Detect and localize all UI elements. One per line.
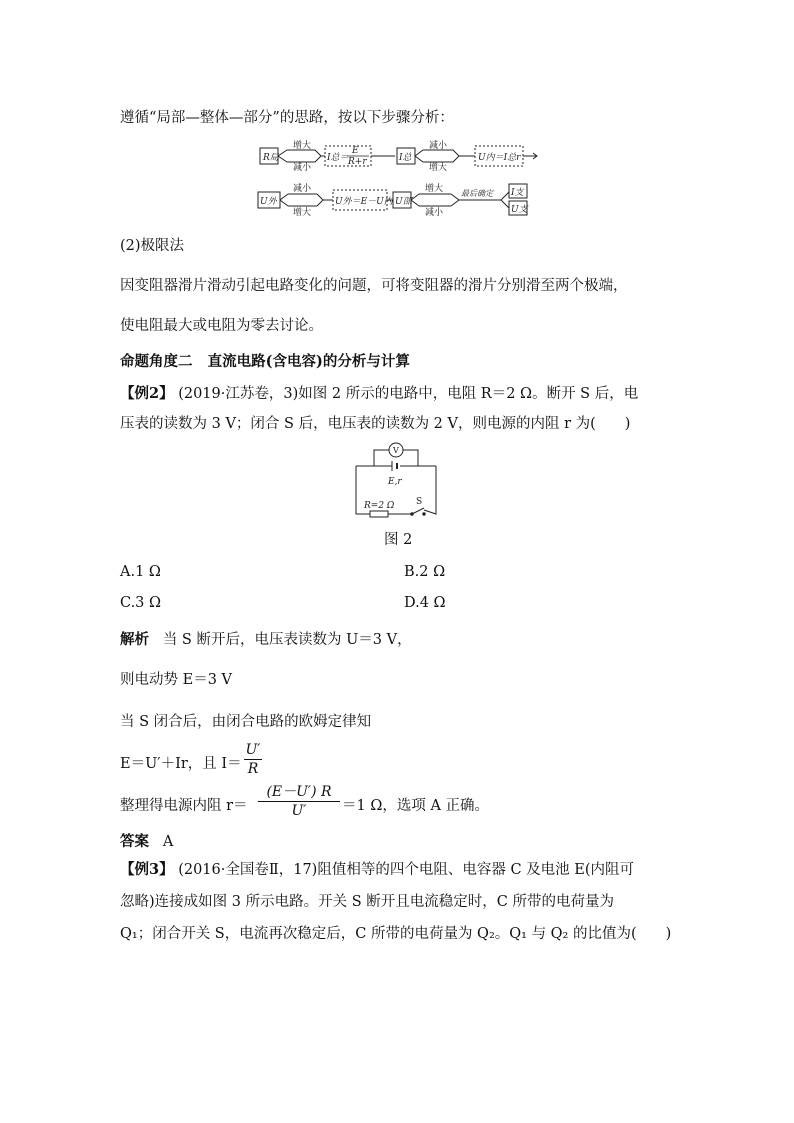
flow-u-inner: U内＝I总r: [478, 153, 521, 163]
voltmeter-label: V: [393, 446, 399, 455]
source-label: E,r: [388, 477, 402, 487]
answer-label: 答案: [120, 833, 149, 850]
resistor-icon: [370, 511, 388, 517]
solution-text-3: 当 S 闭合后，由闭合电路的欧姆定律知: [120, 714, 372, 730]
solution-4-fraction: [244, 742, 262, 777]
flow-u-part: U部: [395, 197, 412, 207]
example-3-line-1: [120, 860, 634, 880]
figure-caption: 图 2: [384, 532, 413, 548]
example-3-tag: 【例3】: [120, 861, 174, 878]
solution-4-denominator: R: [247, 761, 259, 777]
flow-r-local: R局: [263, 153, 279, 163]
topic-label: 命题角度二: [120, 353, 193, 370]
example-2-text-1: (2019·江苏卷，3)如图 2 所示的电路中，电阻 R＝2 Ω。断开 S 后，电: [178, 386, 639, 402]
flow-up-3: 增大: [293, 208, 312, 218]
limit-text-1: 因变阻器滑片滑动引起电路变化的问题，可将变阻器的滑片分别滑至两个极端，: [120, 278, 628, 294]
option-d: D.4 Ω: [404, 595, 446, 611]
flow-u-out: U外: [260, 197, 277, 207]
flow-down-4: 减小: [425, 208, 444, 218]
solution-line-1: [120, 630, 412, 650]
topic-heading: [120, 352, 410, 372]
limit-text-2: 使电阻最大或电阻为零去讨论。: [120, 318, 323, 334]
flow-up-4: 增大: [425, 184, 444, 194]
limit-heading: (2)极限法: [120, 238, 185, 254]
flow-up-2: 增大: [429, 163, 448, 173]
option-a: A.1 Ω: [120, 564, 161, 580]
intro-text: 遵循“局部—整体—部分”的思路，按以下步骤分析：: [120, 110, 454, 126]
solution-5-numerator: (E－U′) R: [266, 784, 332, 800]
option-c: C.3 Ω: [120, 595, 162, 611]
flow-i-part: I支: [511, 188, 524, 198]
flow-up-1: 增大: [293, 141, 312, 151]
flow-final: 最后确定: [461, 189, 493, 198]
solution-text-4-left: E＝U′＋Ir，且 I＝: [120, 756, 242, 772]
solution-text-5-left: 整理得电源内阻 r＝: [120, 798, 248, 814]
flow-i-total-small: I总: [399, 153, 412, 163]
switch-icon: [412, 508, 424, 514]
example-2-text-2: 压表的读数为 3 V；闭合 S 后，电压表的读数为 2 V，则电源的内阻 r 为( ): [120, 416, 631, 432]
flow-down-3: 减小: [293, 184, 312, 194]
solution-text-5-right: ＝1 Ω，选项 A 正确。: [342, 798, 490, 814]
flow-down-1: 减小: [293, 163, 312, 173]
solution-5-fraction: [258, 784, 340, 819]
resistor-label: R=2 Ω: [364, 501, 395, 511]
answer-line: [120, 832, 173, 852]
example-3-text-2: 忽略)连接成如图 3 所示电路。开关 S 断开且电流稳定时，C 所带的电荷量为: [120, 894, 614, 910]
solution-5-denominator: U′: [291, 803, 307, 819]
flow-u-part-small: U支: [511, 205, 528, 215]
solution-label: 解析: [120, 631, 149, 648]
example-2-line-1: [120, 384, 638, 404]
example-2-tag: 【例2】: [120, 385, 174, 402]
flow-down-2: 减小: [429, 141, 448, 151]
topic-title: 直流电路(含电容)的分析与计算: [207, 353, 410, 370]
flow-diagram: [255, 140, 545, 220]
switch-label: S: [416, 497, 423, 507]
circuit-figure-2: [352, 440, 442, 520]
solution-text-1: 当 S 断开后，电压表读数为 U＝3 V，: [162, 632, 412, 648]
example-3-text-3: Q₁；闭合开关 S，电流再次稳定后，C 所带的电荷量为 Q₂。Q₁ 与 Q₂ 的比值为( ): [120, 926, 672, 942]
example-3-text-1: (2016·全国卷Ⅱ，17)阻值相等的四个电阻、电容器 C 及电池 E(内阻可: [178, 862, 634, 878]
flow-i-total-left: I总＝: [327, 153, 349, 163]
answer-value: A: [162, 834, 174, 850]
option-b: B.2 Ω: [404, 564, 446, 580]
flow-i-total-num: E: [352, 146, 359, 156]
flow-i-total-den: R+r: [348, 157, 367, 167]
solution-4-numerator: U′: [245, 742, 261, 758]
flow-u-out-formula: U外＝E－U内: [335, 197, 393, 207]
solution-text-2: 则电动势 E＝3 V: [120, 672, 232, 688]
